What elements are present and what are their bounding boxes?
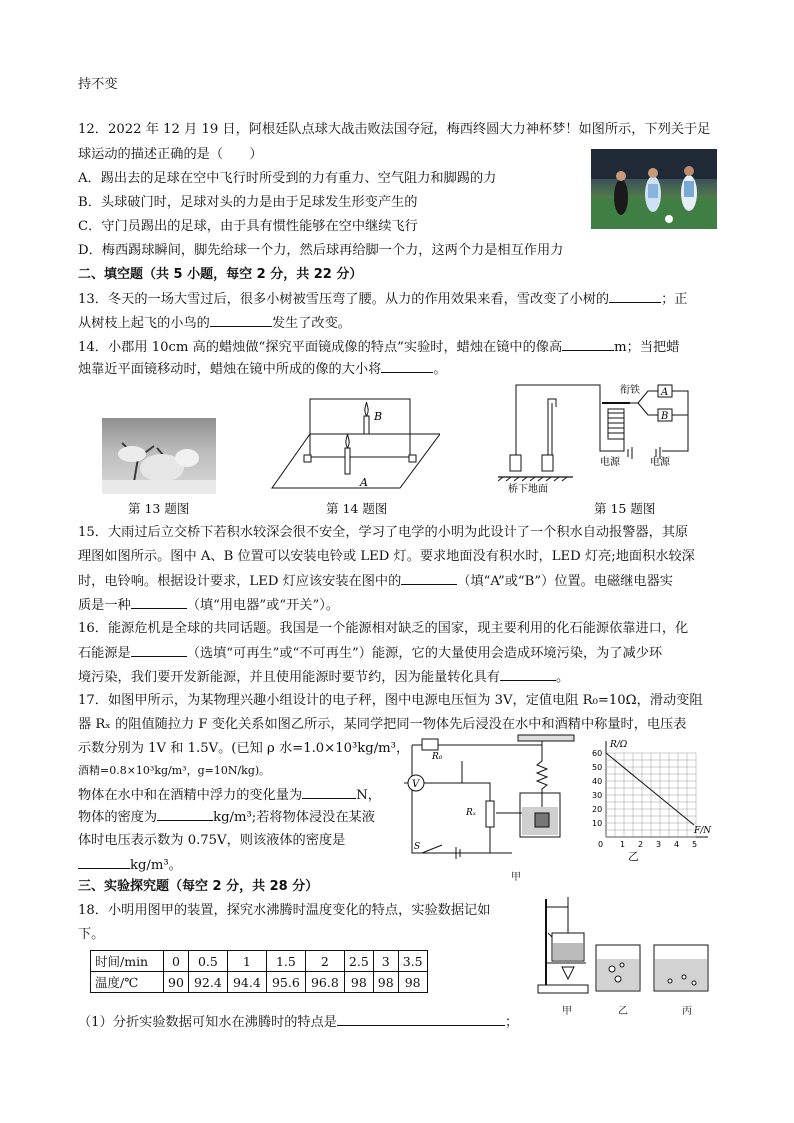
fig17-jia-caption: 甲	[511, 872, 521, 883]
fig18-jia-caption: 甲	[562, 1006, 572, 1017]
q18-part-1: （1）分折实验数据可知水在沸腾时的特点是 ；	[78, 1015, 519, 1030]
soccer-photo	[591, 149, 717, 229]
soccer-players-figure	[591, 149, 717, 229]
xtick-2: 2	[638, 840, 644, 849]
q16-line-2: 石能源是 （选填“可再生”或“不可再生”）能源，它的大量使用会造成环境污染，为了减少环	[78, 646, 663, 661]
q17-blank-2[interactable]	[157, 808, 213, 821]
fig15-caption: 第 15 题图	[594, 501, 656, 516]
fig17-yi-caption: 乙	[628, 850, 639, 863]
xtick-1: 1	[620, 840, 626, 849]
xtick-3: 3	[656, 840, 662, 849]
label-a-box: A	[661, 387, 669, 398]
q12-option-b: B．头球破门时，足球对头的力是由于足球发生形变产生的	[78, 195, 418, 210]
x-axis-label: F/N	[694, 826, 712, 836]
q14-blank-1[interactable]	[562, 338, 614, 351]
q17-line-4: 酒精=0.8×10³kg/m³，g=10N/kg)。	[78, 764, 271, 777]
section-2-title: 二、填空题（共 5 小题，每空 2 分，共 22 分）	[78, 267, 363, 282]
fig18-bing-caption: 丙	[682, 1006, 692, 1017]
xtick-0: 0	[598, 840, 604, 849]
ytick-40: 40	[592, 777, 603, 786]
ytick-10: 10	[592, 819, 603, 828]
q16-blank-2[interactable]	[500, 668, 556, 681]
q17-line-1: 17．如图甲所示，为某物理兴趣小组设计的电子秤，图中电源电压恒为 3V，定值电阻 R₀=10Ω，滑动变阻	[78, 693, 703, 708]
q12-stem: 12．2022 年 12 月 19 日，阿根廷队点球大战击败法国夺冠，梅西终圆大力神杯梦！如图所示，下列关于足	[78, 122, 711, 137]
q16-line-3: 境污染，我们要开发新能源，并且使用能源时要节约，因为能量转化具有 。	[78, 670, 570, 685]
switch-label: S	[414, 842, 421, 852]
q17-line-8: kg/m³。	[78, 856, 182, 875]
label-b-box: B	[661, 411, 669, 422]
q13-line-2: 从树枝上起飞的小鸟的 发生了改变。	[78, 316, 351, 331]
fig18-yi-caption: 乙	[618, 1006, 628, 1017]
power-label-2: 电源	[650, 457, 670, 468]
q14-line-2: 烛靠近平面镜移动时，蜡烛在镜中所成的像的大小将 。	[78, 362, 447, 377]
carryover-text: 持不变	[78, 77, 118, 92]
fig14-caption: 第 14 题图	[326, 501, 388, 516]
label-b: B	[374, 410, 383, 423]
q15-line-4: 质是一种 （填“用电器”或“开关”）。	[78, 598, 339, 613]
table-row: 温度/℃ 90 92.4 94.4 95.6 96.8 98 98 98	[91, 972, 428, 993]
q13-blank-2[interactable]	[210, 314, 272, 327]
ytick-30: 30	[592, 791, 603, 800]
q16-line-1: 16．能源危机是全球的共同话题。我国是一个能源相对缺乏的国家，现主要利用的化石能源依靠进口，化	[78, 621, 689, 636]
boiling-data-table	[90, 950, 428, 993]
table-row: 时间/min 0 0.5 1 1.5 2 2.5 3 3.5	[91, 951, 428, 972]
q12-stem-2: 球运动的描述正确的是（ ）	[78, 147, 263, 162]
q17-line-6: 物体的密度为 kg/m³;若将物体浸没在某液	[78, 810, 375, 825]
xtick-5: 5	[692, 840, 698, 849]
q12-option-a: A．踢出去的足球在空中飞行时所受到的力有重力、空气阻力和脚踢的力	[78, 171, 497, 186]
armature-label: 衔铁	[620, 385, 640, 396]
scale-circuit-figure	[392, 733, 592, 865]
boiling-apparatus-figure	[534, 893, 714, 997]
ytick-50: 50	[592, 763, 603, 772]
ground-label: 桥下地面	[508, 484, 548, 495]
mirror-experiment-figure	[270, 398, 440, 496]
snow-tree-photo	[102, 418, 216, 494]
q15-blank-2[interactable]	[131, 596, 187, 609]
q15-blank-1[interactable]	[401, 572, 457, 585]
q18-line-2: 下。	[78, 927, 105, 942]
rx-label: Rₓ	[466, 808, 476, 818]
flood-alarm-circuit	[498, 381, 698, 495]
ytick-20: 20	[592, 805, 603, 814]
q17-line-5: 物体在水中和在酒精中浮力的变化量为 N，	[78, 788, 381, 803]
resistance-force-graph	[590, 737, 716, 849]
q17-line-2: 器 Rₓ 的阻值随拉力 F 变化关系如图乙所示，某同学把同一物体先后浸没在水中和酒精中称量时，电压表	[78, 717, 687, 732]
ytick-60: 60	[592, 749, 603, 758]
power-label-1: 电源	[600, 457, 620, 468]
q18-line-1: 18．小明用图甲的装置，探究水沸腾时温度变化的特点，实验数据记如	[78, 903, 491, 918]
q16-blank-1[interactable]	[131, 644, 187, 657]
q13-blank-1[interactable]	[609, 290, 661, 303]
q15-line-3: 时，电铃响。根据设计要求，LED 灯应该安装在图中的 （填“A”或“B”）位置。电磁继电器实	[78, 574, 673, 589]
q17-blank-3[interactable]	[78, 856, 130, 869]
xtick-4: 4	[674, 840, 680, 849]
r0-label: R₀	[432, 752, 443, 762]
y-axis-label: R/Ω	[610, 740, 628, 750]
q12-option-c: C．守门员踢出的足球，由于具有惯性能够在空中继续飞行	[78, 219, 418, 234]
section-3-title: 三、实验探究题（每空 2 分，共 28 分）	[78, 879, 319, 894]
q12-option-d: D．梅西踢球瞬间，脚先给球一个力，然后球再给脚一个力，这两个力是相互作用力	[78, 243, 564, 258]
snow-tree-figure	[102, 418, 216, 494]
voltmeter-label: V	[412, 779, 420, 790]
q14-line-1: 14．小郡用 10cm 高的蜡烛做“探究平面镜成像的特点”实验时，蜡烛在镜中的像高 m；当把蜡	[78, 340, 680, 355]
q15-line-1: 15．大雨过后立交桥下若积水较深会很不安全，学习了电学的小明为此设计了一个积水自动报警器，其原	[78, 525, 689, 540]
q17-line-3: 示数分别为 1V 和 1.5V。(已知 ρ 水=1.0×10³kg/m³，	[78, 741, 410, 756]
q15-line-2: 理图如图所示。图中 A、B 位置可以安装电铃或 LED 灯。要求地面没有积水时，LED 灯亮;地面积水较深	[78, 549, 695, 564]
q13-line-1: 13．冬天的一场大雪过后，很多小树被雪压弯了腰。从力的作用效果来看，雪改变了小树的 ；正	[78, 292, 688, 307]
label-a: A	[360, 476, 368, 489]
q17-blank-1[interactable]	[302, 786, 356, 799]
q14-blank-2[interactable]	[381, 360, 433, 373]
q17-line-7: 体时电压表示数为 0.75V，则该液体的密度是	[78, 833, 346, 848]
fig13-caption: 第 13 题图	[128, 501, 190, 516]
q18-blank-1[interactable]	[337, 1013, 505, 1026]
